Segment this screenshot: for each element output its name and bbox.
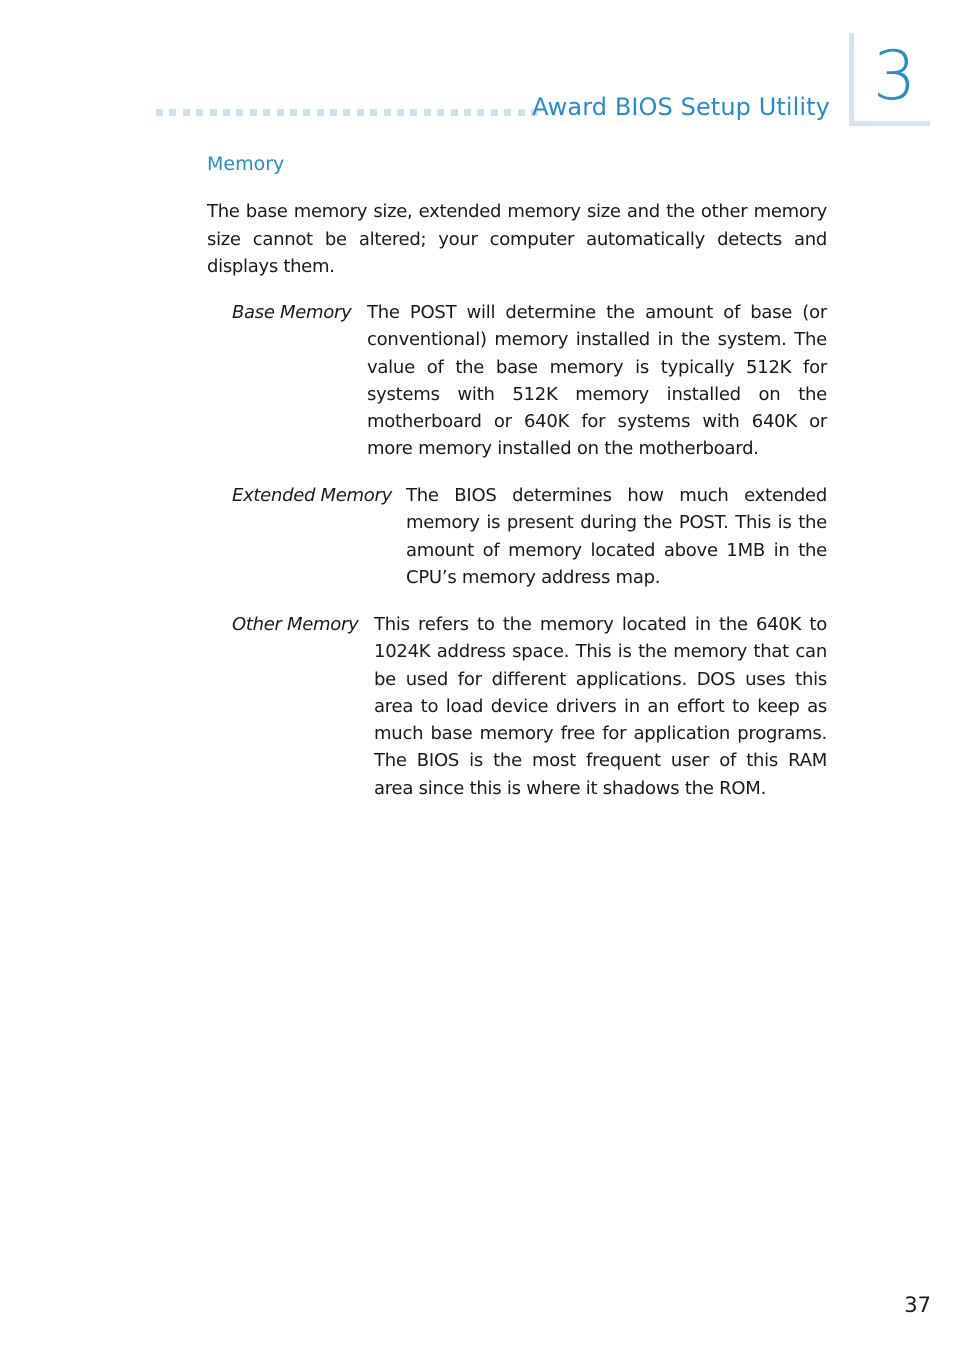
chapter-tab-bar-left [849, 33, 854, 126]
header-dot-rule [156, 109, 538, 118]
chapter-tab-bar-bottom [849, 121, 930, 126]
section-title: Memory [207, 153, 285, 175]
section-intro: The base memory size, extended memory size and the other memory size cannot be altered; your computer automatically detects and displays them. [207, 201, 827, 277]
term-description: The POST will determine the amount of base (or conventional) memory installed in the system. The value of the base memory is typically 512K for systems with 512K memory installed on the motherboard or 640K for systems with 640K or more memory installed on the motherboard. [367, 302, 827, 460]
chapter-tab [849, 33, 930, 126]
term-description: The BIOS determines how much extended memory is present during the POST. This is the amount of memory located above 1MB in the CPU’s memory address map. [406, 485, 827, 588]
term-label: Other Memory [232, 614, 359, 635]
term-description: This refers to the memory located in the 640K to 1024K address space. This is the memory that can be used for different applications. DOS uses this area to load device drivers in an effort to keep as much base memory free for application programs. The BIOS is the most frequent user of this RAM area since this is where it shadows the ROM. [374, 614, 827, 799]
chapter-number: 3 [873, 37, 917, 116]
term-label: Extended Memory [232, 485, 392, 506]
term-label: Base Memory [232, 302, 352, 323]
running-header-title: Award BIOS Setup Utility [532, 93, 830, 121]
page-number: 37 [904, 1293, 931, 1317]
